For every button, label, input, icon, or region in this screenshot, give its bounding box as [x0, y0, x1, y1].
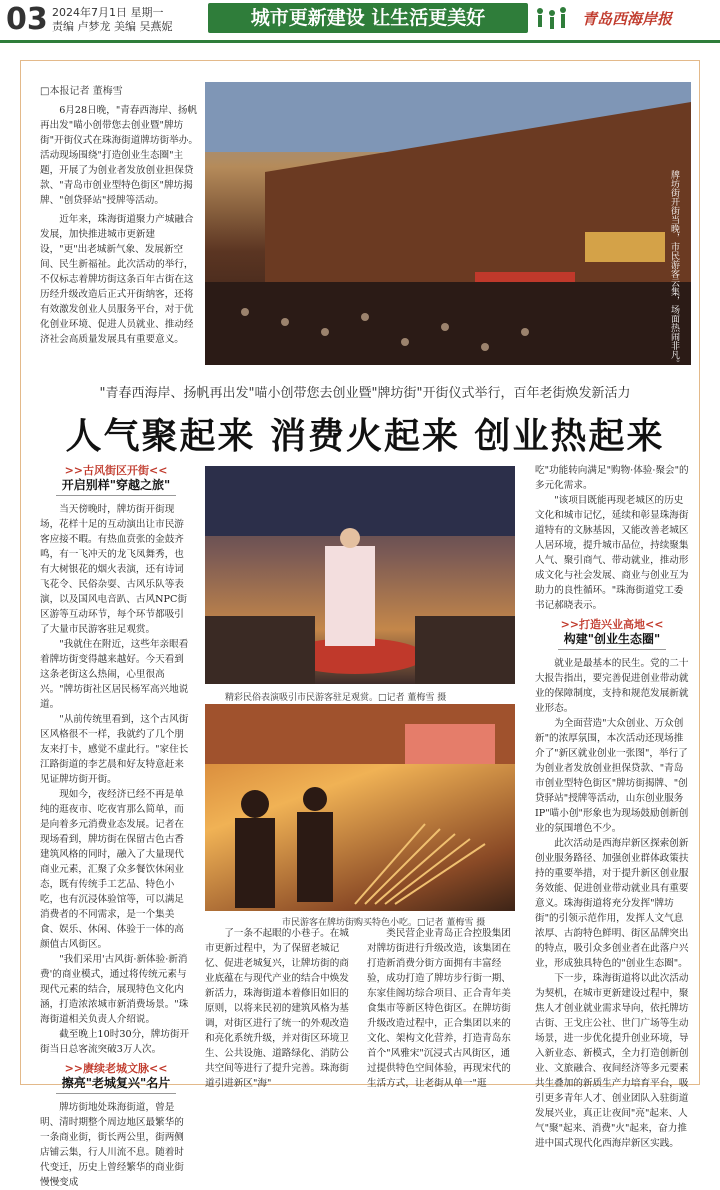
paragraph: 现如今，夜经济已经不再是单纯的逛夜市、吃夜宵那么简单，而是向着多元消费业态发展。记者在现场看到，牌坊街在保留古色古香建筑风格的同时，融入了大量现代商业元素，汇聚了众多餐饮休闲业态，既有传统手工艺品、特色小吃，也有沉浸体验馆等，可以满足消费者的不同需求，是一个集美食、娱乐、休闲、体验于一体的高颜值古风街区。 — [40, 789, 184, 950]
paragraph: 截至晚上10时30分，牌坊街开街当日总客流突破3万人次。 — [40, 1029, 190, 1055]
newspaper-logo: 青岛西海岸报 — [582, 10, 673, 28]
lead-author: □本报记者 董梅雪 — [40, 86, 123, 97]
left-column — [40, 463, 192, 1190]
paragraph: "从前传统里看到，这个古风街区风格很不一样，我就约了几个朋友来打卡，感觉不虚此行。"家住长江路街道的李艺晨和好友特意赶来见证牌坊街开街。 — [40, 714, 189, 785]
bottom-column-2 — [367, 926, 517, 1091]
people-silhouette-icon — [530, 4, 570, 34]
paragraph: "我们采用'古风街·新体验·新消费'的商业模式，通过将传统元素与现代元素的结合，展现特色文化内涵，打造浓浓城市新消费场景。"珠海街道相关负责人介绍说。 — [40, 954, 189, 1025]
section-title: 构建"创业生态圈" — [558, 632, 667, 650]
issue-date: 2024年7月1日 星期一 — [52, 6, 164, 19]
lead-text — [40, 103, 200, 347]
performance-photo — [205, 466, 515, 684]
page-header — [0, 0, 720, 43]
lead-paragraph: 6月28日晚，"青春西海岸、扬帆再出发"喵小创带您去创业暨"牌坊街"开街仪式在珠海街道牌坊街举办。活动现场围绕"打造创业生态圈"主题，开展了为创业者发放创业担保贷款、"青岛市创业型特色街区"牌坊揭牌、"创贷驿站"授牌等活动。 — [40, 105, 198, 206]
paragraph: 牌坊街地处珠海街道，曾是明、清时期整个周边地区最繁华的一条商业街，街长两公里，街两侧店铺云集，行人川流不息。随着时代变迁，历史上曾经繁华的商业街慢慢变成 — [40, 1102, 184, 1188]
food-stall-photo — [205, 704, 515, 911]
lead-paragraph: 近年来，珠海街道聚力产城融合发展，加快推进城市更新建设，"更"出老城新气象、发展新空间、民生新福祉。此次活动的举行，不仅标志着牌坊街这条百年古街在这历经升级改造后正式开街纳客，还将有效激发创业人员服务平台，对于优化创业环境、促进人员就业、推动经济社会高质量发展具有重要意义。 — [40, 214, 194, 345]
paragraph: "我就住在附近，这些年亲眼看着牌坊街变得越来越好。今天看到这条老街这么热闹，心里很高兴。"牌坊街社区居民杨军高兴地说道。 — [40, 639, 189, 710]
paragraph: 当天傍晚时，牌坊街开街现场，花样十足的互动演出让市民游客应接不暇。有热血贲张的金鼓齐鸣，有一飞冲天的龙飞凤舞秀，也有大树银花的烟火表演，还有诗词飞花令、民俗杂耍、古风乐队等表演，以及国风电音趴、古风NPC街区游等互动环节，每个环节都吸引了大量市民游客驻足观赏。 — [40, 504, 187, 635]
street-photo-caption: 牌坊街开街当晚，市民游客云集，场面热闹非凡。 — [669, 170, 679, 368]
street-scene-illustration — [205, 82, 691, 365]
paragraph: 类民营企业青岛正合控股集团对牌坊街进行升级改造，该集团在打造新消费分街方面拥有丰富经验，成功打造了牌坊步行街一期、东家佳阁坊综合项目、正合青年美食集市等新区特色街区。在牌坊街升级改造过程中，正合集团以来的文化、架构文化营养，打造青岛东首个"风雅宋"沉浸式古风街区，通过提供特色空间体验，再现宋代的生活方式，让老街从单一"逛 — [367, 928, 511, 1089]
section-tag: >>赓续老城文脉<< — [64, 1062, 168, 1075]
performance-illustration — [205, 466, 515, 684]
street-photo — [205, 82, 691, 365]
paragraph: 为全面营造"大众创业、万众创新"的浓厚氛围，本次活动还现场推介了"新区就业创业一张图"，举行了为创业者发放创业担保贷款、"青岛市创业型特色街区"牌坊街揭牌、"创贷驿站"授牌等活动，山东创业服务IP"喵小创"形象也为现场鼓励创新创业的氛围增色不少。 — [535, 718, 689, 834]
paragraph: 此次活动是西海岸新区探索创新创业服务路径、加强创业群体政策扶持的重要举措，对于提升新区创业服务效能、促进创业带动就业具有重要意义。珠海街道将充分发挥"牌坊街"的引领示范作用，发挥人文气息浓厚、古韵特色鲜明、街区品牌突出的特点，吸引众多创业者在此落户兴业，形成独具特色的"创业生态圈"。 — [535, 838, 689, 969]
performance-photo-caption: 精彩民俗表演吸引市民游客驻足观赏。□记者 董梅雪 摄 — [225, 693, 447, 703]
section-title: 擦亮"老城复兴"名片 — [56, 1076, 177, 1094]
paragraph: 了一条不起眼的小巷子。在城市更新过程中，为了保留老城记忆、促进老城复兴，让牌坊街的商业底蕴在与现代产业的结合中焕发新活力，珠海街道本着修旧如旧的原则，以将来民初的建筑风格为基调，对街区进行了统一的外观改造和亮化系统升级，并对街区环境卫生、公共设施、道路绿化、消防公共空间等进行了提升完善。珠海街道引进新区"海" — [205, 928, 349, 1089]
section-title: 城市更新建设 让生活更美好 — [208, 3, 528, 33]
paragraph: 吃"功能转向满足"购物·体验·聚会"的多元化需求。 — [535, 465, 689, 491]
section-title: 开启别样"穿越之旅" — [56, 478, 177, 496]
subheadline: "青春西海岸、扬帆再出发"喵小创带您去创业暨"牌坊街"开街仪式举行，百年老街焕发新活力 — [99, 386, 631, 401]
right-column — [535, 463, 689, 1151]
paragraph: "该项目既能再现老城区的历史文化和城市记忆，延续和彰显珠海街道特有的文脉基因，又能改善老城区人居环境，提升城市品位，持续聚集人气、聚引商气、带动就业，推动形成文化与社会发展、商业与创业互为助力的良性循环。"珠海街道党工委书记郝晓表示。 — [535, 495, 689, 611]
section-tag: >>打造兴业高地<< — [560, 618, 664, 631]
issue-info — [52, 6, 173, 34]
paragraph: 就业是最基本的民生。党的二十大报告指出，要完善促进创业带动就业的保障制度，支持和规范发展新就业形态。 — [535, 658, 689, 714]
lead-box — [40, 82, 200, 362]
paragraph: 下一步，珠海街道将以此次活动为契机，在城市更新建设过程中，聚焦人才创业就业需求导向，依托牌坊古街、王戈庄公社、世门广场等生动场景，进一步优化提升创业环境，导入新业态、新模式，全力打造创新创业、文旅融合、夜间经济等多元要素共生叠加的新质生产力培育平台，吸引更多青年人才、创业团队入驻街道发展兴业，真正让夜间"亮"起来、人气"聚"起来、消费"火"起来，奋力推进中国式现代化西海岸新区实践。 — [535, 973, 689, 1149]
page-number: 03 — [6, 2, 48, 37]
food-stall-illustration — [205, 704, 515, 911]
bottom-column-1 — [205, 926, 355, 1091]
headline: 人气聚起来 消费火起来 创业热起来 — [65, 416, 665, 457]
editors: 责编 卢梦龙 美编 吴燕妮 — [52, 20, 173, 33]
section-tag: >>古风街区开街<< — [64, 464, 168, 477]
food-photo-caption: 市民游客在牌坊街购买特色小吃。□记者 董梅雪 摄 — [282, 918, 486, 928]
